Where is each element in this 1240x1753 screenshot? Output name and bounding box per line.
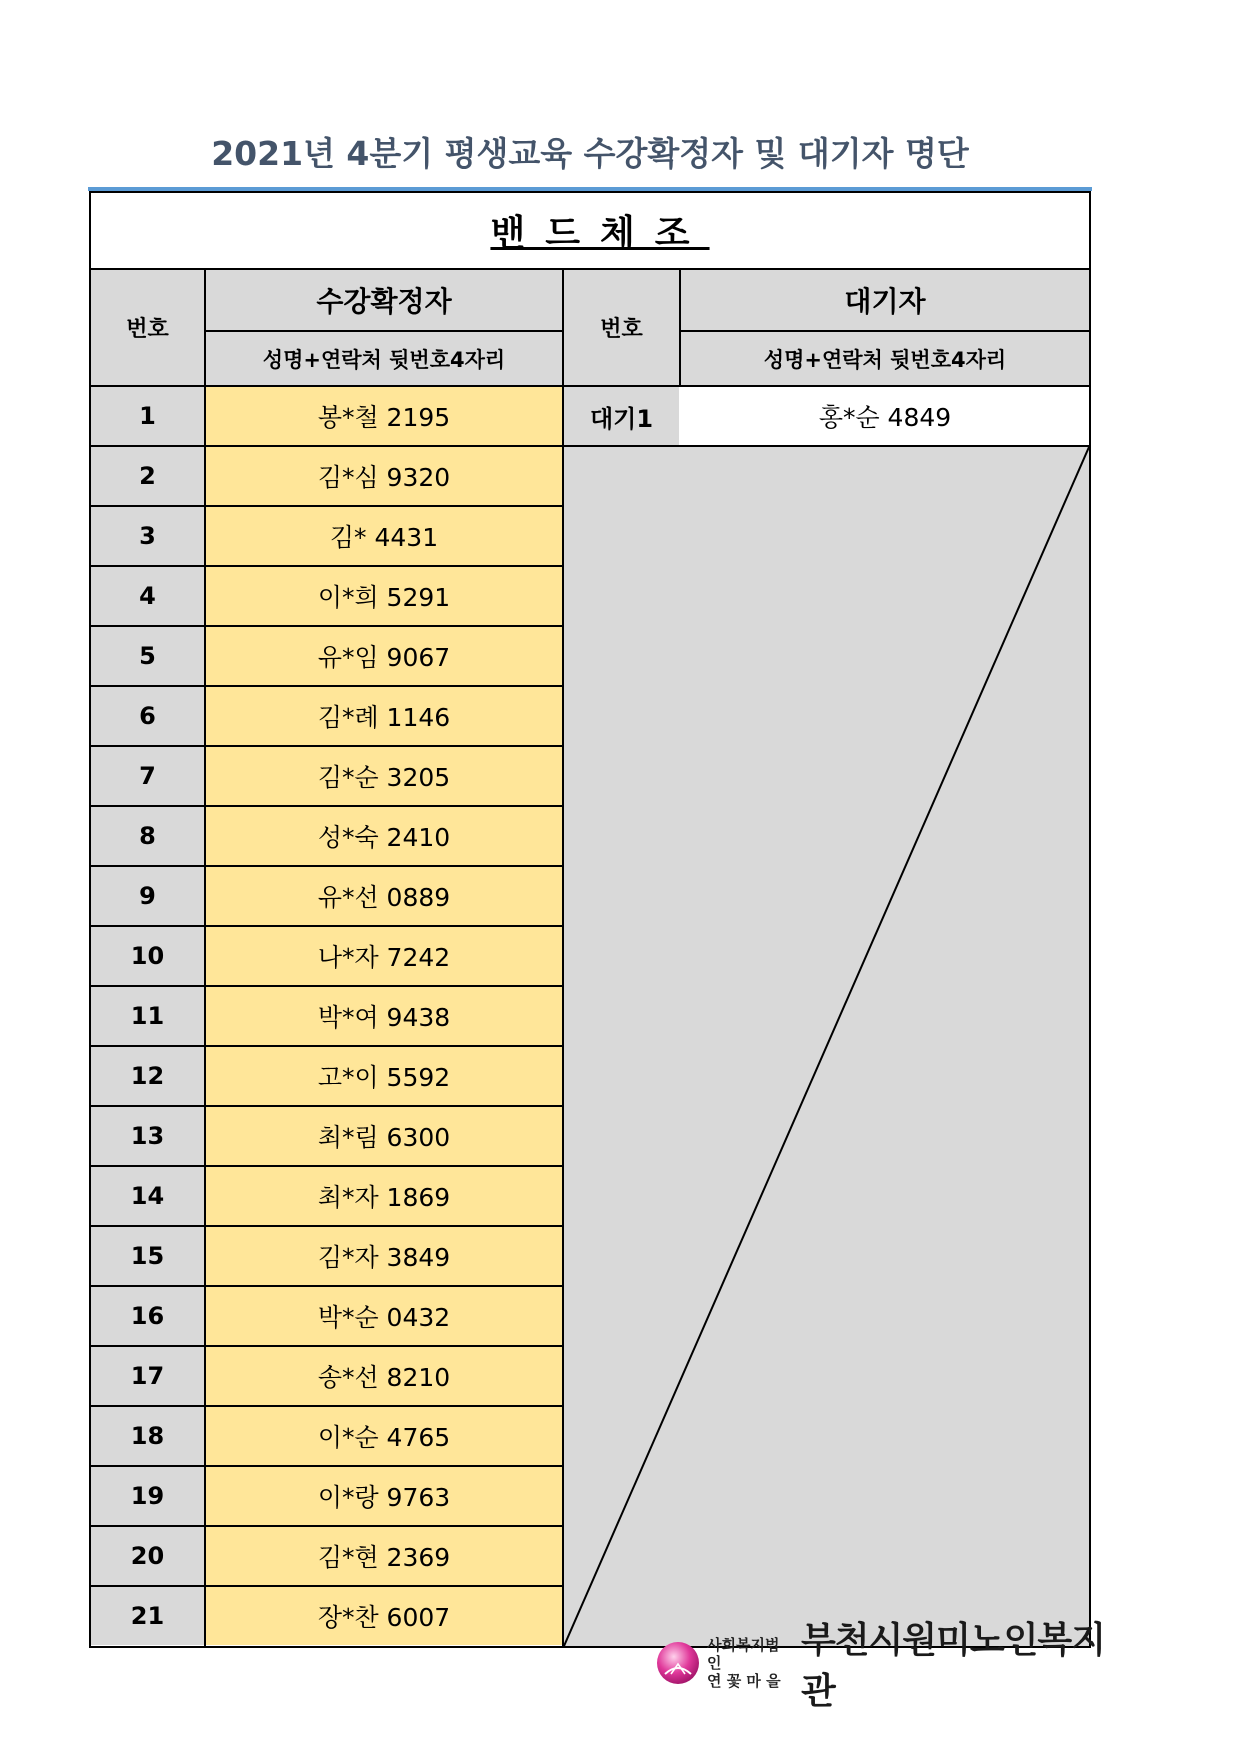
confirmed-entry: 최*자 1869 (206, 1167, 562, 1225)
confirmed-entry: 최*림 6300 (206, 1107, 562, 1165)
confirmed-entry: 김*자 3849 (206, 1227, 562, 1285)
row-number: 9 (91, 867, 204, 925)
row-number: 12 (91, 1047, 204, 1105)
waitlist-sub-header: 성명+연락처 뒷번호4자리 (681, 332, 1089, 385)
grid-line (91, 385, 1089, 387)
waitlist-empty-area (564, 447, 1089, 1646)
grid-line (562, 445, 1089, 447)
grid-line (91, 1405, 562, 1407)
org-type-line2: 연 꽃 마 을 (707, 1672, 781, 1690)
row-number: 16 (91, 1287, 204, 1345)
row-number: 13 (91, 1107, 204, 1165)
diagonal-slash (564, 447, 1089, 1646)
waitlist-group-header: 대기자 (681, 270, 1089, 330)
grid-line (91, 565, 562, 567)
confirmed-group-header: 수강확정자 (206, 270, 562, 330)
row-number: 19 (91, 1467, 204, 1525)
grid-line (91, 1465, 562, 1467)
grid-line (91, 805, 562, 807)
grid-line (204, 330, 562, 332)
lotus-logo-icon (655, 1640, 701, 1686)
grid-line (91, 865, 562, 867)
row-number: 20 (91, 1527, 204, 1585)
grid-line (91, 1585, 562, 1587)
grid-line (91, 745, 562, 747)
roster-table (89, 191, 1091, 1648)
footer-logo (655, 1620, 1135, 1712)
grid-line (91, 1045, 562, 1047)
waitlist-number-header: 번호 (564, 270, 679, 385)
document-title: 2021년 4분기 평생교육 수강확정자 및 대기자 명단 (211, 134, 969, 173)
class-name: 밴드체조 (91, 193, 1089, 270)
waitlist-number: 대기1 (564, 387, 679, 445)
confirmed-entry: 박*순 0432 (206, 1287, 562, 1345)
row-number: 5 (91, 627, 204, 685)
confirmed-entry: 박*여 9438 (206, 987, 562, 1045)
confirmed-entry: 고*이 5592 (206, 1047, 562, 1105)
row-number: 3 (91, 507, 204, 565)
confirmed-entry: 이*희 5291 (206, 567, 562, 625)
grid-line (91, 1105, 562, 1107)
grid-line (91, 1345, 562, 1347)
row-number: 15 (91, 1227, 204, 1285)
confirmed-entry: 김*현 2369 (206, 1527, 562, 1585)
confirmed-entry: 장*찬 6007 (206, 1587, 562, 1645)
grid-line (91, 1225, 562, 1227)
grid-line (679, 270, 681, 387)
waitlist-entry: 홍*순 4849 (681, 387, 1089, 445)
grid-line (562, 270, 564, 1646)
confirmed-sub-header: 성명+연락처 뒷번호4자리 (206, 332, 562, 385)
grid-line (91, 1525, 562, 1527)
confirmed-entry: 송*선 8210 (206, 1347, 562, 1405)
row-number: 17 (91, 1347, 204, 1405)
org-type-label (707, 1636, 793, 1690)
row-number: 2 (91, 447, 204, 505)
confirmed-entry: 김*심 9320 (206, 447, 562, 505)
org-name: 부천시원미노인복지관 (800, 1620, 1105, 1712)
grid-line (679, 330, 1089, 332)
grid-line (91, 625, 562, 627)
grid-line (91, 925, 562, 927)
confirmed-entry: 김*례 1146 (206, 687, 562, 745)
row-number: 6 (91, 687, 204, 745)
grid-line (204, 270, 206, 1646)
org-type-line1: 사회복지법인 (707, 1636, 780, 1672)
confirmed-entry: 이*순 4765 (206, 1407, 562, 1465)
grid-line (91, 985, 562, 987)
confirmed-entry: 이*랑 9763 (206, 1467, 562, 1525)
confirmed-entry: 성*숙 2410 (206, 807, 562, 865)
row-number: 18 (91, 1407, 204, 1465)
confirmed-entry: 유*임 9067 (206, 627, 562, 685)
grid-line (91, 505, 562, 507)
row-number: 7 (91, 747, 204, 805)
row-number: 8 (91, 807, 204, 865)
confirmed-entry: 김* 4431 (206, 507, 562, 565)
grid-line (91, 685, 562, 687)
confirmed-entry: 봉*철 2195 (206, 387, 562, 445)
confirmed-number-header: 번호 (91, 270, 204, 385)
grid-line (91, 445, 562, 447)
row-number: 4 (91, 567, 204, 625)
row-number: 1 (91, 387, 204, 445)
confirmed-entry: 김*순 3205 (206, 747, 562, 805)
row-number: 14 (91, 1167, 204, 1225)
row-number: 10 (91, 927, 204, 985)
row-number: 21 (91, 1587, 204, 1645)
grid-line (91, 1285, 562, 1287)
grid-line (91, 1165, 562, 1167)
confirmed-entry: 나*자 7242 (206, 927, 562, 985)
row-number: 11 (91, 987, 204, 1045)
confirmed-entry: 유*선 0889 (206, 867, 562, 925)
